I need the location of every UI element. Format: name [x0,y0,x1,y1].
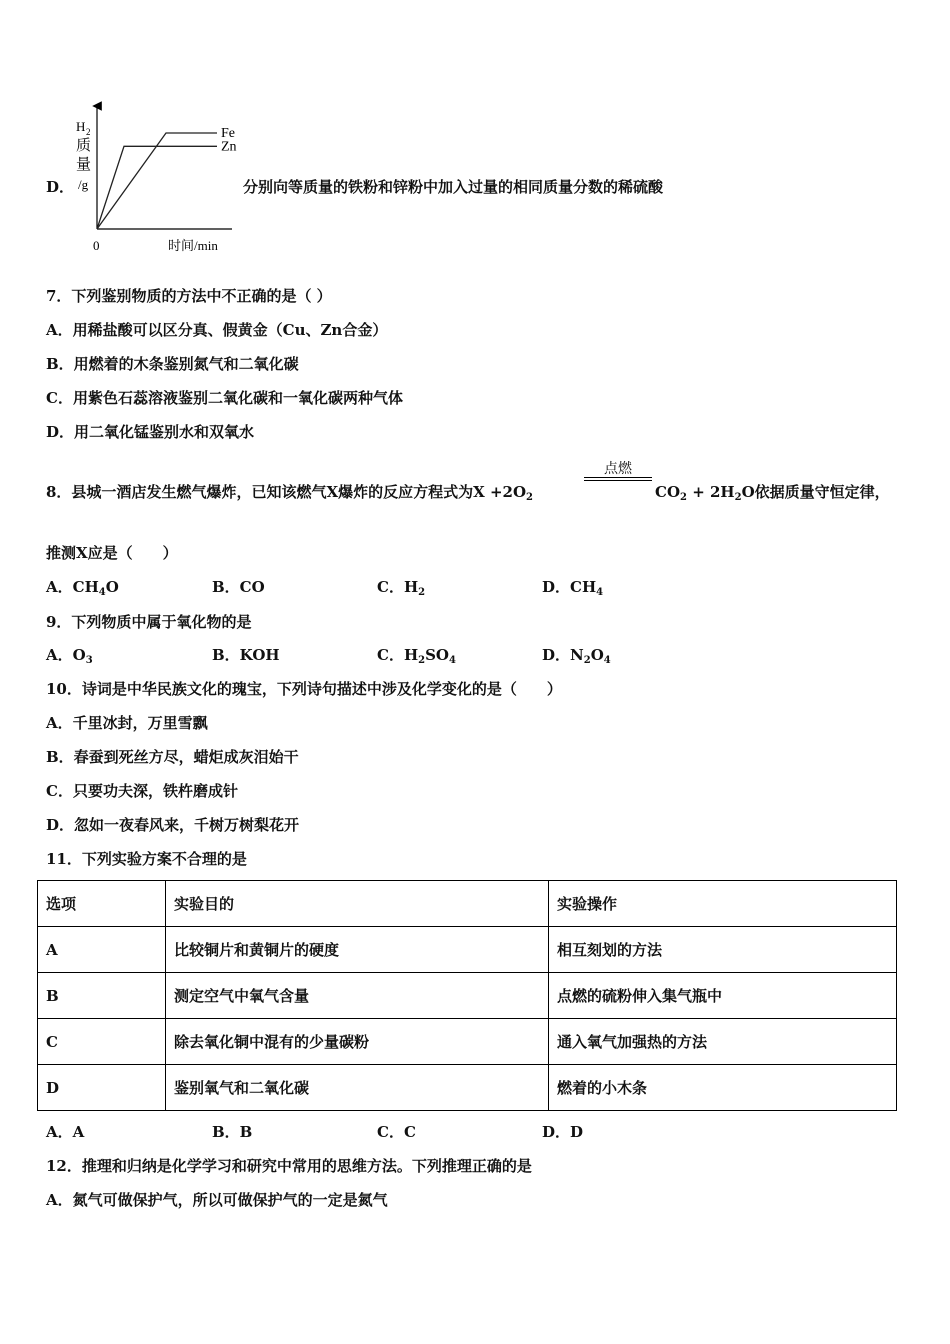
q10-option-a: A．千里冰封，万里雪飘 [46,714,208,732]
q7-option-c: C．用紫色石蕊溶液鉴别二氧化碳和一氧化碳两种气体 [46,389,403,407]
series-label-zn: Zn [221,139,237,155]
table-header-row [38,881,897,927]
q10-stem: 10．诗词是中华民族文化的瑰宝，下列诗句描述中涉及化学变化的是（ ） [46,680,562,698]
table-cell: B [38,973,166,1019]
q9-option-b: B．KOH [212,646,280,664]
q8-stem-part2: $CO_2 + 2H_2O$依据质量守恒定律， [655,483,890,503]
q7-option-a: A．用稀盐酸可以区分真、假黄金（Cu、Zn合金） [46,321,388,339]
q11-option-b: B．B [212,1123,253,1141]
q7-option-d: D．用二氧化锰鉴别水和双氧水 [46,423,255,441]
table-row [38,973,897,1019]
q9-stem: 9．下列物质中属于氧化物的是 [46,613,252,631]
q11-option-d: D．D [542,1123,584,1141]
q12-option-a: A．氮气可做保护气，所以可做保护气的一定是氮气 [46,1191,388,1209]
q11-stem: 11．下列实验方案不合理的是 [46,850,247,868]
table-header-cell: 实验操作 [549,881,897,927]
reaction-condition: 点燃 [604,461,632,477]
y-label-h: H [76,119,86,134]
q7-option-b: B．用燃着的木条鉴别氮气和二氧化碳 [46,355,299,373]
table-row [38,927,897,973]
x-axis-label: 时间/min [168,238,218,253]
q9-option-d: D．$N_2O_4$ [542,646,611,666]
q6-option-d-text: 分别向等质量的铁粉和锌粉中加入过量的相同质量分数的稀硫酸 [243,178,664,196]
table-cell: 点燃的硫粉伸入集气瓶中 [549,973,897,1019]
table-cell: 测定空气中氧气含量 [166,973,549,1019]
table-cell: 比较铜片和黄铜片的硬度 [166,927,549,973]
q11-table [37,880,897,1111]
q10-option-d: D．忽如一夜春风来，千树万树梨花开 [46,816,300,834]
q8-option-d: D．$CH_4$ [542,578,604,598]
y-label-h-sub: 2 [86,127,91,137]
table-cell: A [38,927,166,973]
q11-option-a: A．A [46,1123,85,1141]
q8-stem-line2: 推测X应是（ ） [46,544,178,562]
q12-stem: 12．推理和归纳是化学学习和研究中常用的思维方法。下列推理正确的是 [46,1157,532,1175]
q9-option-c: C．$H_2SO_4$ [377,646,456,666]
q9-option-a: A．$O_3$ [46,646,93,666]
q11-option-c: C．C [377,1123,416,1141]
hydrogen-mass-chart [60,98,240,260]
table-cell: 鉴别氧气和二氧化碳 [166,1065,549,1111]
table-cell: D [38,1065,166,1111]
origin-label: 0 [93,238,100,253]
equation-line-bottom [584,480,652,481]
q8-option-b: B．CO [212,578,265,596]
table-row [38,1019,897,1065]
table-header-cell: 实验目的 [166,881,549,927]
series-label-fe: Fe [221,126,235,141]
q7-stem: 7．下列鉴别物质的方法中不正确的是（ ） [46,287,332,305]
q8-stem-part1: 8．县城一酒店发生燃气爆炸，已知该燃气X爆炸的反应方程式为$X +2O_2$ [46,483,533,503]
series-line-zn [97,146,217,229]
y-label-unit: /g [78,177,89,192]
table-cell: 通入氧气加强热的方法 [549,1019,897,1065]
y-label-liang: 量 [76,157,92,173]
q6-option-d-label: D． [46,178,75,196]
table-cell: 燃着的小木条 [549,1065,897,1111]
y-label-zhi: 质 [76,138,92,154]
q10-option-b: B．春蚕到死丝方尽，蜡炬成灰泪始干 [46,748,299,766]
equation-line-top [584,477,652,478]
q8-option-a: A．$CH_4O$ [46,578,119,598]
table-row [38,1065,897,1111]
table-cell: 除去氧化铜中混有的少量碳粉 [166,1019,549,1065]
q10-option-c: C．只要功夫深，铁杵磨成针 [46,782,238,800]
q8-option-c: C．$H_2$ [377,578,426,598]
table-cell: C [38,1019,166,1065]
table-header-cell: 选项 [38,881,166,927]
series-line-fe [97,133,217,229]
table-cell: 相互刻划的方法 [549,927,897,973]
